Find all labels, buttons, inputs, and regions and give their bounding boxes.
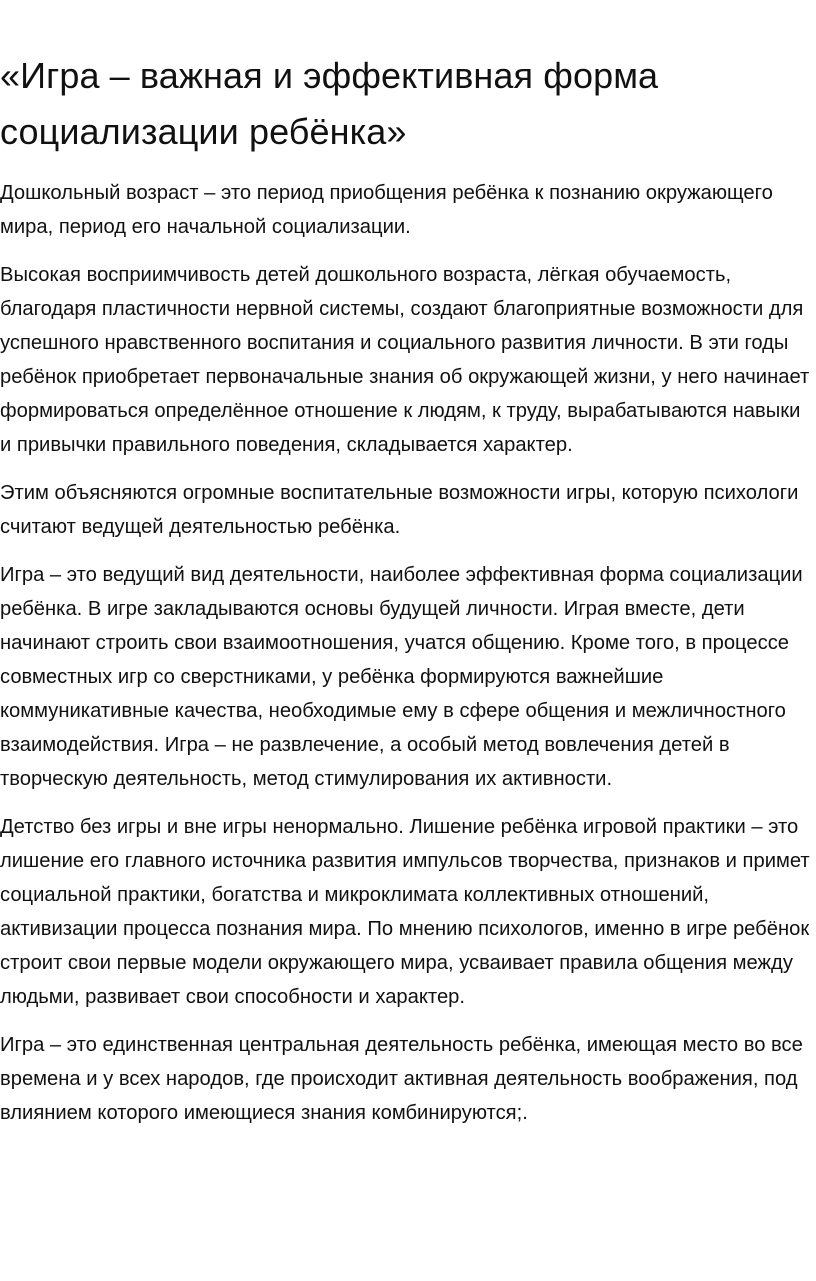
title-line-2: социализации ребёнка» xyxy=(0,111,407,152)
document-body xyxy=(0,176,816,1130)
paragraph-4: Игра – это ведущий вид деятельности, наиболее эффективная форма социализации ребёнка. В игре закладываются основы будущей личности. Играя вместе, дети начинают строить свои взаимоотношения, учатся общению. Кроме того, в процессе совместных игр со сверстниками, у ребёнка формируются важнейшие коммуникативные качества, необходимые ему в сфере общения и межличностного взаимодействия. Игра – не развлечение, а особый метод вовлечения детей в творческую деятельность, метод стимулирования их активности. xyxy=(0,564,803,790)
paragraph-5: Детство без игры и вне игры ненормально. Лишение ребёнка игровой практики – это лишение его главного источника развития импульсов творчества, признаков и примет социальной практики, богатства и микроклимата коллективных отношений, активизации процесса познания мира. По мнению психологов, именно в игре ребёнок строит свои первые модели окружающего мира, усваивает правила общения между людьми, развивает свои способности и характер. xyxy=(0,816,810,1008)
title-line-1: «Игра – важная и эффективная форма xyxy=(0,55,659,96)
paragraph-1: Дошкольный возраст – это период приобщения ребёнка к познанию окружающего мира, период его начальной социализации. xyxy=(0,182,773,238)
paragraph-6: Игра – это единственная центральная деятельность ребёнка, имеющая место во все времена и у всех народов, где происходит активная деятельность воображения, под влиянием которого имеющиеся знания комбинируются;. xyxy=(0,1034,803,1124)
paragraph-2: Высокая восприимчивость детей дошкольного возраста, лёгкая обучаемость, благодаря пластичности нервной системы, создают благоприятные возможности для успешного нравственного воспитания и социального развития личности. В эти годы ребёнок приобретает первоначальные знания об окружающей жизни, у него начинает формироваться определённое отношение к людям, к труду, вырабатываются навыки и привычки правильного поведения, складывается характер. xyxy=(0,264,810,456)
document-title xyxy=(0,48,816,160)
paragraph-3: Этим объясняются огромные воспитательные возможности игры, которую психологи считают ведущей деятельностью ребёнка. xyxy=(0,482,799,538)
